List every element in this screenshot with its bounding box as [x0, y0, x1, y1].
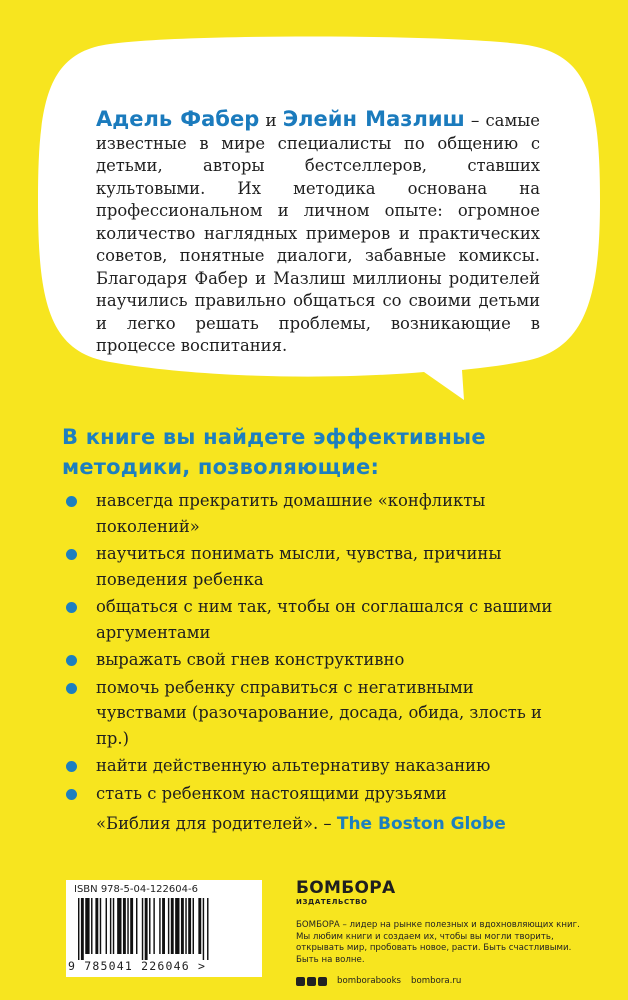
instagram-icon	[318, 977, 327, 986]
barcode-digits: 9 785041 226046 >	[68, 959, 207, 973]
list-item: помочь ребенку справиться с негативными чувствами (разочарование, досада, обида, злость и пр.)	[96, 675, 566, 752]
heading-line-1: В книге вы найдете эффективные	[62, 425, 486, 449]
benefits-list	[96, 488, 566, 808]
bubble-text	[96, 108, 540, 358]
list-item: стать с ребенком настоящими друзьями	[96, 781, 566, 807]
conjunction: и	[265, 111, 277, 131]
quote-source: The Boston Globe	[336, 814, 506, 834]
bullet-dot-icon	[66, 789, 77, 800]
publisher-block	[296, 879, 596, 986]
bullet-dot-icon	[66, 602, 77, 613]
facebook-icon	[296, 977, 305, 986]
bullet-dot-icon	[66, 683, 77, 694]
list-item: найти действенную альтернативу наказанию	[96, 753, 566, 779]
section-heading	[62, 422, 542, 482]
quote-text: «Библия для родителей». –	[96, 814, 332, 833]
press-quote	[96, 814, 596, 834]
list-item: научиться понимать мысли, чувства, причины поведения ребенка	[96, 541, 566, 592]
publisher-links	[296, 976, 596, 986]
social-icons	[296, 977, 327, 986]
barcode-icon	[78, 898, 250, 960]
vk-icon	[307, 977, 316, 986]
list-item: навсегда прекратить домашние «конфликты поколений»	[96, 488, 566, 539]
author-2: Элейн Мазлиш	[282, 107, 465, 131]
heading-line-2: методики, позволяющие:	[62, 455, 380, 479]
social-handle[interactable]: bomborabooks	[337, 976, 402, 986]
publisher-logo: БОМБОРА	[296, 878, 396, 898]
bullet-dot-icon	[66, 761, 77, 772]
dash: –	[470, 111, 480, 131]
website-link[interactable]: bombora.ru	[411, 976, 462, 986]
bullet-dot-icon	[66, 549, 77, 560]
barcode-panel	[66, 880, 262, 977]
list-item: выражать свой гнев конструктивно	[96, 647, 566, 673]
author-description: самые известные в мире специалисты по общению с детьми, авторы бестселлеров, ставших культовыми. Их методика основана на профессиональном и личном опыте: огромное количество наглядных примеров и практических советов, понятные диалоги, забавные комиксы. Благодаря Фабер и Мазлиш миллионы родителей научились правильно общаться со своими детьми и легко решать проблемы, возникающие в процессе воспитания.	[96, 111, 540, 355]
bullet-dot-icon	[66, 496, 77, 507]
list-item: общаться с ним так, чтобы он соглашался с вашими аргументами	[96, 594, 566, 645]
publisher-subtitle: ИЗДАТЕЛЬСТВО	[296, 898, 368, 906]
author-1: Адель Фабер	[96, 107, 260, 131]
publisher-description: БОМБОРА – лидер на рынке полезных и вдохновляющих книг. Мы любим книги и создаем их, чтобы вы могли творить, открывать мир, пробовать новое, расти. Быть счастливыми. Быть на волне.	[296, 920, 580, 965]
bullet-dot-icon	[66, 655, 77, 666]
isbn-label: ISBN 978-5-04-122604-6	[74, 884, 198, 895]
